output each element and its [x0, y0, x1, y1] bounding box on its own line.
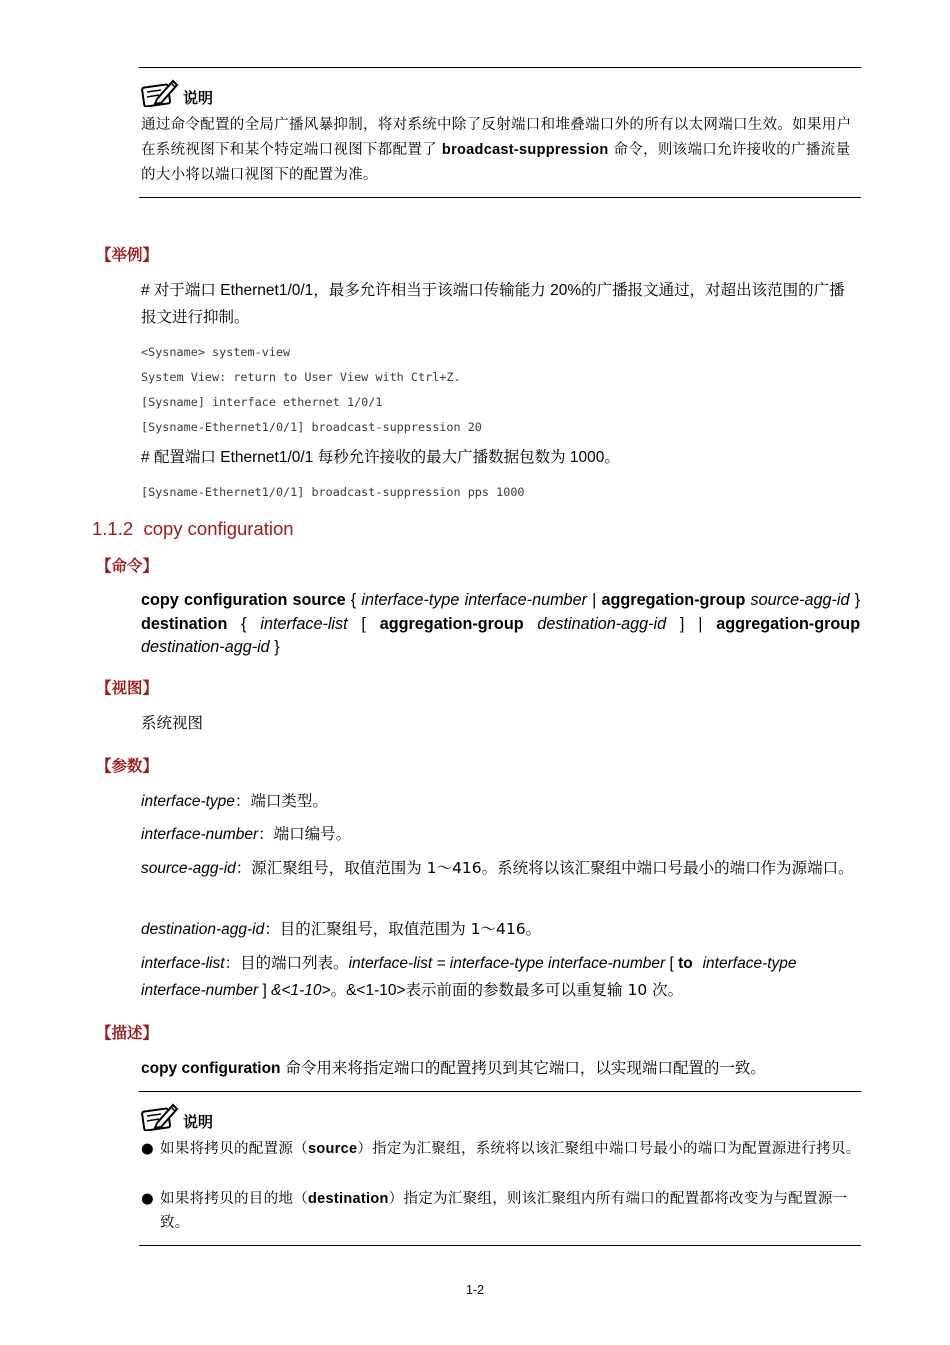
command-token: destination-agg-id [141, 638, 270, 656]
command-token: configuration [183, 591, 288, 609]
command-token: ] [679, 614, 685, 633]
note2-top-rule [139, 1091, 861, 1092]
command-token: } [274, 638, 280, 656]
note-pencil-icon [141, 77, 179, 107]
note2-label: 说明 [183, 1113, 214, 1131]
command-token: | [592, 591, 597, 609]
bullet-icon: ● [141, 1191, 154, 1207]
example-desc-2: # 配置端口 Ethernet1/0/1 每秒允许接收的最大广播数据包数为 1000。 [141, 449, 620, 466]
description-heading: 【描述】 [96, 1024, 159, 1042]
param-interface-number: interface-number：端口编号。 [141, 825, 352, 843]
code-line: System View: return to User View with Ctrl+Z. [141, 370, 461, 384]
page-number: 1-2 [465, 1283, 485, 1297]
note2-bottom-rule [139, 1245, 861, 1246]
view-text: 系统视图 [141, 714, 204, 732]
note2-bullet-1: ● 如果将拷贝的配置源（source）指定为汇聚组，系统将以该汇聚组中端口号最小的端口为配置源进行拷贝。 [141, 1137, 861, 1161]
command-token: aggregation-group [379, 614, 524, 633]
view-heading: 【视图】 [96, 679, 159, 697]
example-desc-1: # 对于端口 Ethernet1/0/1，最多允许相当于该端口传输能力 20%的广播报文通过，对超出该范围的广播报文进行抑制。 [141, 282, 845, 326]
command-token: { [350, 591, 357, 609]
command-token: interface-type [361, 591, 460, 609]
command-token: } [854, 591, 861, 609]
param-interface-list: interface-list：目的端口列表。interface-list = interface-type interface-number [ to interface-type interface-number ] &<1-10>。&<1-10>表示前面的参数最多可以重复输 10 次。 [141, 954, 797, 999]
note-top-rule [139, 67, 861, 68]
note-header [141, 77, 213, 107]
command-token: destination-agg-id [537, 614, 667, 633]
note2-header [141, 1101, 213, 1131]
section-title: copy configuration [143, 518, 294, 539]
command-token: copy [141, 591, 179, 609]
command-heading: 【命令】 [96, 557, 159, 575]
command-token: interface-list [260, 614, 348, 633]
section-heading [92, 518, 294, 540]
param-interface-type: interface-type：端口类型。 [141, 792, 328, 810]
param-source-agg-id: source-agg-id：源汇聚组号，取值范围为 1～416。系统将以该汇聚组中端口号最小的端口作为源端口。 [141, 859, 854, 877]
params-heading: 【参数】 [96, 757, 159, 775]
command-token: | [698, 614, 703, 633]
command-token: destination [141, 614, 228, 633]
code-line: <Sysname> system-view [141, 345, 291, 359]
code-line: [Sysname-Ethernet1/0/1] broadcast-suppression pps 1000 [141, 485, 525, 499]
note-text-b: 命令，则该端口允许接收的广播流量的大小将以端口视图下的配置为准。 [141, 142, 851, 183]
command-token: { [241, 614, 247, 633]
description-text: copy configuration 命令用来将指定端口的配置拷贝到其它端口，以实现端口配置的一致。 [141, 1059, 766, 1077]
command-token: source [292, 591, 346, 609]
example-heading: 【举例】 [96, 246, 159, 264]
note-bottom-rule [139, 197, 861, 198]
code-line: [Sysname] interface ethernet 1/0/1 [141, 395, 383, 409]
command-token: aggregation-group [601, 591, 746, 609]
note-body [141, 113, 861, 188]
note2-bullet-2: ● 如果将拷贝的目的地（destination）指定为汇聚组，则该汇聚组内所有端口的配置都将改变为与配置源一致。 [141, 1187, 861, 1235]
note-label: 说明 [183, 89, 214, 107]
note-pencil-icon [141, 1101, 179, 1131]
note-text-a: 通过命令配置的全局广播风暴抑制，将对系统中除了反射端口和堆叠端口外的所有以太网端口生效。如果用户在系统视图下和某个特定端口视图下都配置了 [141, 117, 852, 158]
section-number: 1.1.2 [92, 518, 134, 539]
command-token: source-agg-id [750, 591, 850, 609]
command-token: aggregation-group [716, 614, 861, 633]
command-token: [ [361, 614, 366, 633]
code-line: [Sysname-Ethernet1/0/1] broadcast-suppression 20 [141, 420, 482, 434]
command-syntax [141, 589, 860, 660]
command-token: interface-number [464, 591, 587, 609]
bullet-icon: ● [141, 1141, 154, 1157]
param-destination-agg-id: destination-agg-id：目的汇聚组号，取值范围为 1～416。 [141, 920, 542, 938]
note-cmd: broadcast-suppression [441, 142, 609, 158]
